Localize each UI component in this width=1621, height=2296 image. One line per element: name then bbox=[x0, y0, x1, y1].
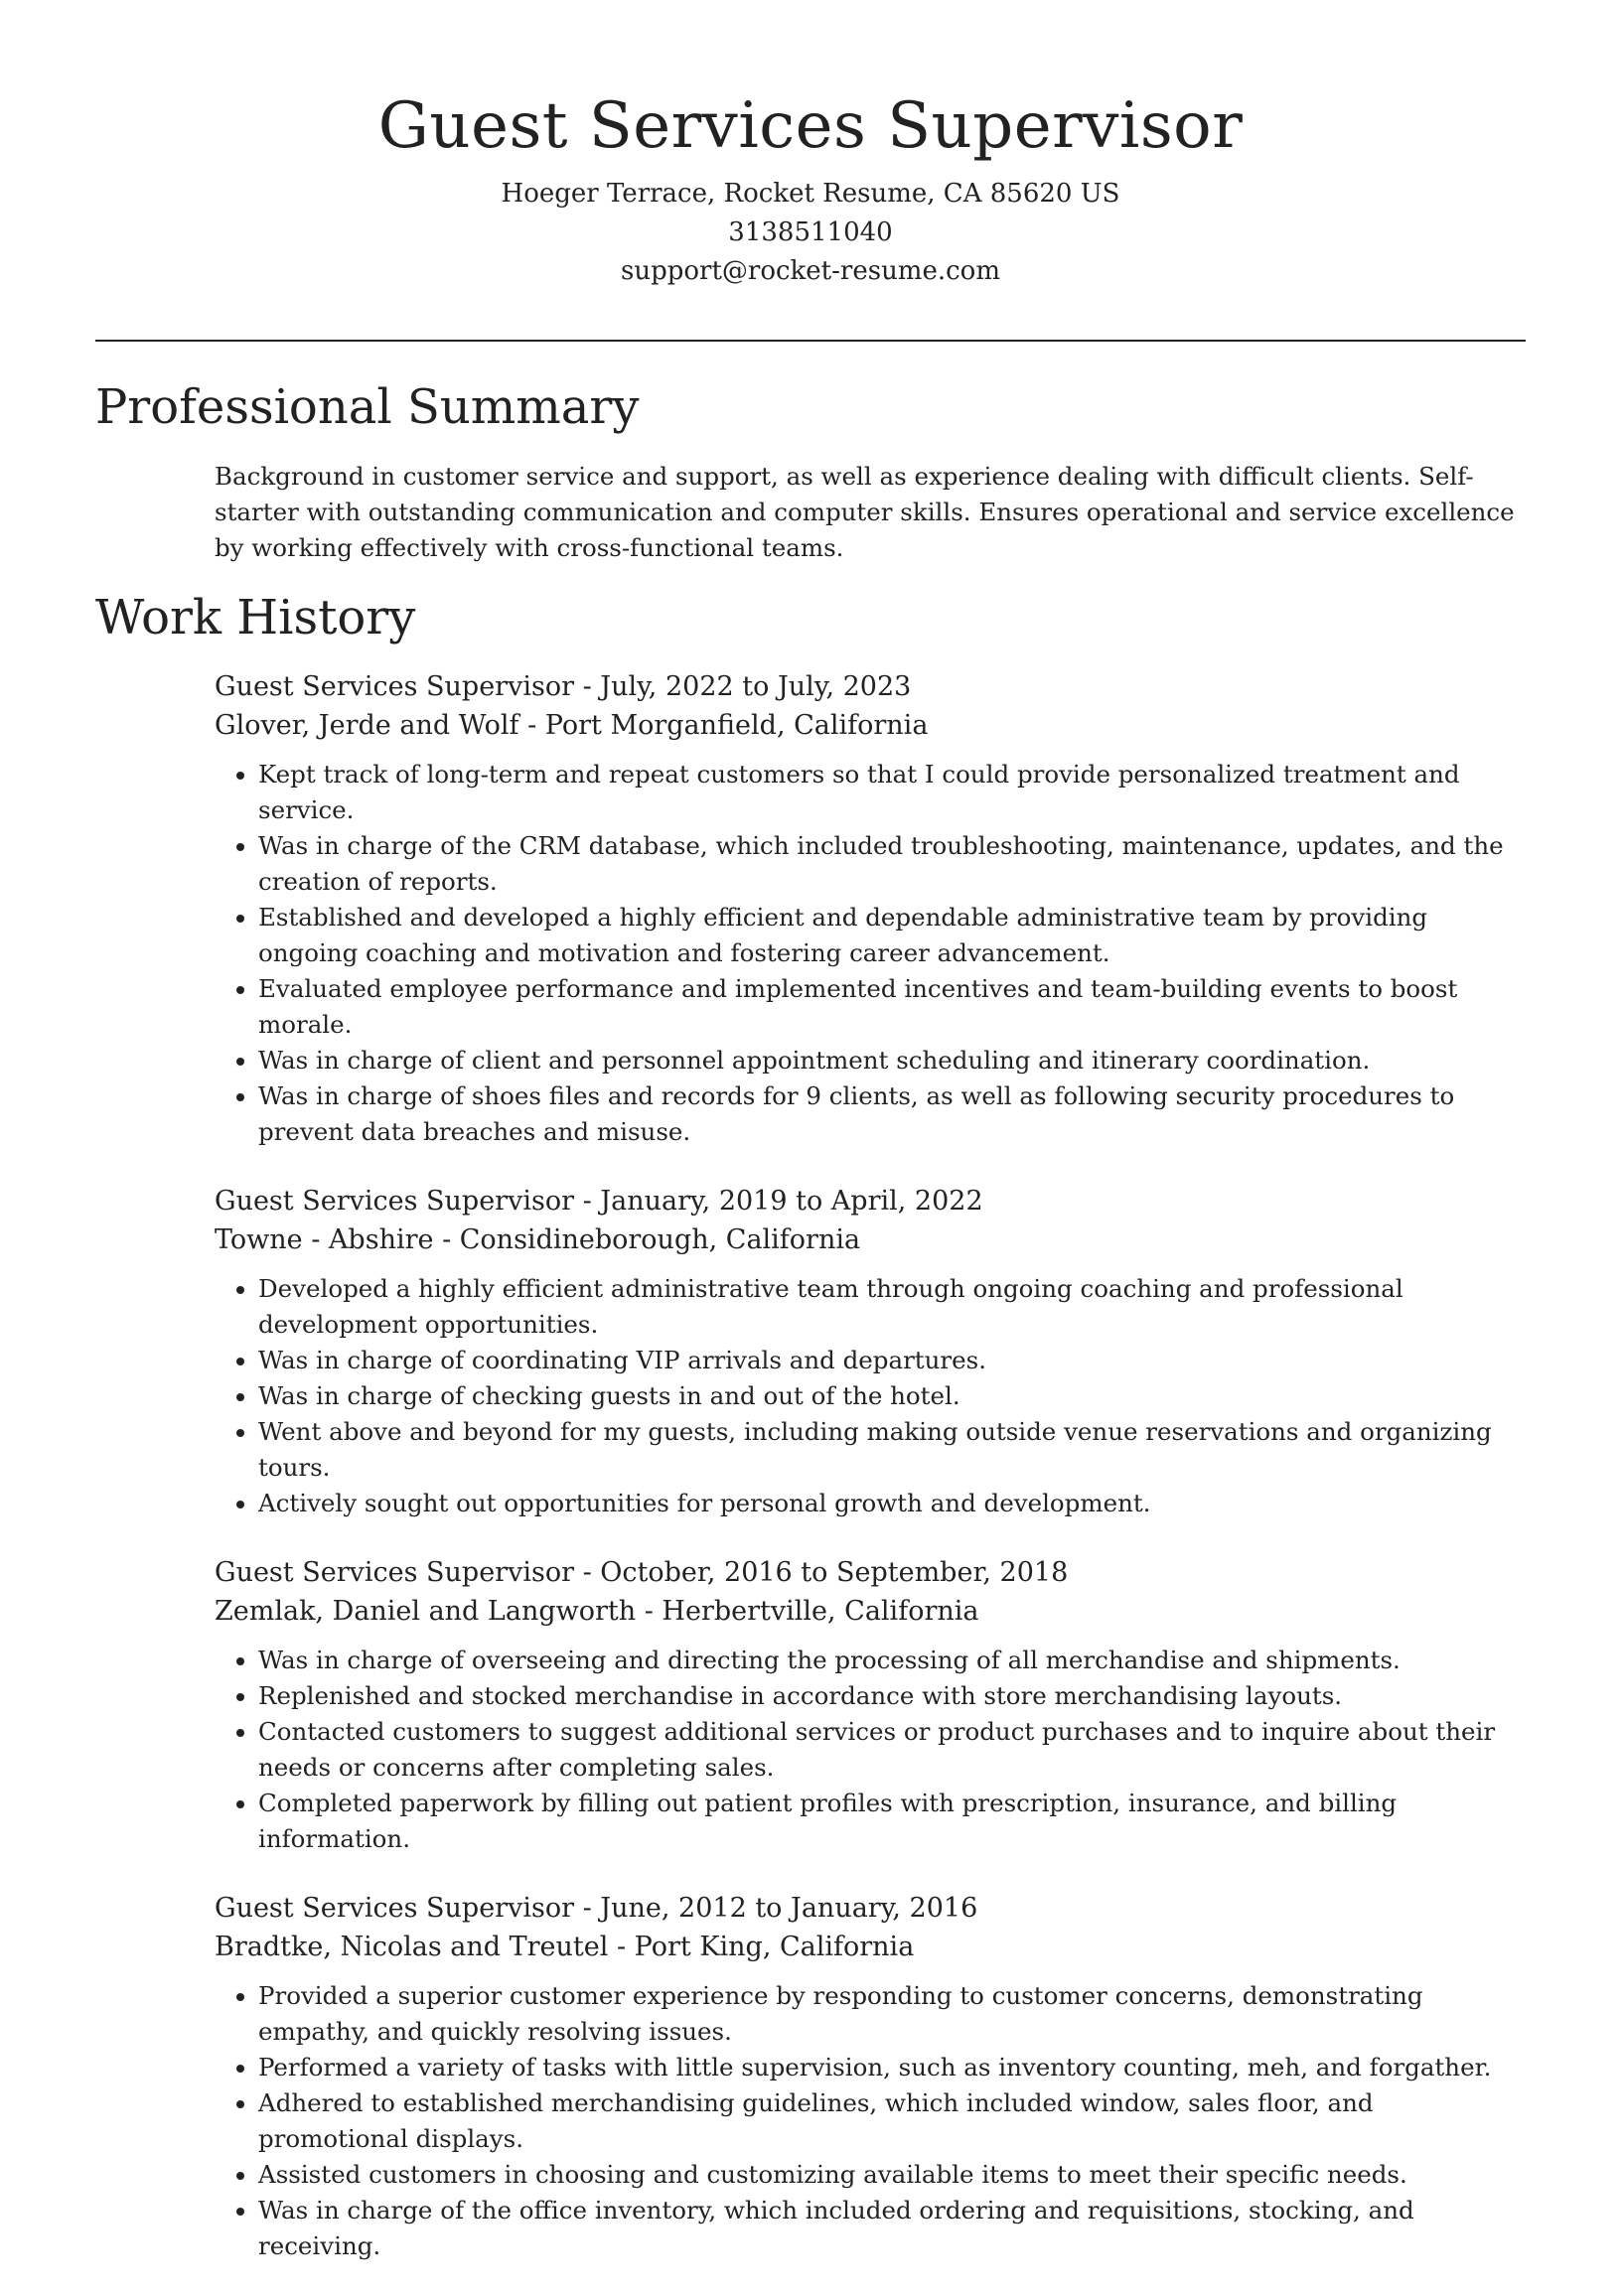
contact-info bbox=[0, 175, 1621, 291]
job-duty: • Replenished and stocked merchandise in accordance with store merchandising layouts. bbox=[258, 1678, 1526, 1714]
job-company-location: Zemlak, Daniel and Langworth - Herbertville, California bbox=[215, 1596, 979, 1627]
job-duty: • Kept track of long-term and repeat customers so that I could provide personalized treatment and service. bbox=[258, 757, 1526, 828]
job-duty: • Was in charge of shoes files and records for 9 clients, as well as following security procedures to prevent data breaches and misuse. bbox=[258, 1078, 1526, 1150]
header-divider bbox=[95, 340, 1526, 342]
job-entry bbox=[215, 1889, 1526, 2264]
job-duty: • Was in charge of the office inventory, which included ordering and requisitions, stocking, and receiving. bbox=[258, 2193, 1526, 2264]
job-duty: • Developed a highly efficient administrative team through ongoing coaching and professional development opportunities. bbox=[258, 1271, 1526, 1343]
job-entry bbox=[215, 1182, 1526, 1521]
job-duty: • Was in charge of the CRM database, which included troubleshooting, maintenance, updates, and the creation of reports. bbox=[258, 828, 1526, 900]
job-duty: • Completed paperwork by filling out patient profiles with prescription, insurance, and billing information. bbox=[258, 1786, 1526, 1857]
job-title-dates: Guest Services Supervisor - October, 2016 to September, 2018 bbox=[215, 1557, 1069, 1588]
job-title-dates: Guest Services Supervisor - June, 2012 to January, 2016 bbox=[215, 1893, 978, 1924]
contact-email: support@rocket-resume.com bbox=[620, 256, 1000, 286]
job-duty: • Assisted customers in choosing and customizing available items to meet their specific needs. bbox=[258, 2157, 1526, 2193]
work-history-heading: Work History bbox=[95, 590, 416, 646]
summary-heading: Professional Summary bbox=[95, 379, 640, 435]
job-duty: • Performed a variety of tasks with little supervision, such as inventory counting, meh, and forgather. bbox=[258, 2050, 1526, 2085]
job-company-location: Glover, Jerde and Wolf - Port Morganfield, California bbox=[215, 710, 929, 741]
candidate-name: Guest Services Supervisor bbox=[377, 89, 1244, 163]
job-duty: • Was in charge of overseeing and directing the processing of all merchandise and shipments. bbox=[258, 1643, 1526, 1678]
job-duty: • Adhered to established merchandising guidelines, which included window, sales floor, and promotional displays. bbox=[258, 2085, 1526, 2157]
contact-phone: 3138511040 bbox=[728, 217, 893, 247]
job-duties-list bbox=[215, 1643, 1526, 1857]
job-title-dates: Guest Services Supervisor - July, 2022 to July, 2023 bbox=[215, 671, 912, 702]
job-duty: • Established and developed a highly efficient and dependable administrative team by providing ongoing coaching and motivation and fostering career advancement. bbox=[258, 900, 1526, 971]
job-duty: • Actively sought out opportunities for personal growth and development. bbox=[258, 1486, 1526, 1521]
job-duty: • Contacted customers to suggest additional services or product purchases and to inquire about their needs or concerns after completing sales. bbox=[258, 1714, 1526, 1786]
job-duties-list bbox=[215, 1978, 1526, 2264]
contact-address: Hoeger Terrace, Rocket Resume, CA 85620 US bbox=[501, 179, 1120, 209]
job-duties-list bbox=[215, 757, 1526, 1150]
job-title-dates: Guest Services Supervisor - January, 2019 to April, 2022 bbox=[215, 1186, 983, 1217]
job-duty: • Was in charge of client and personnel appointment scheduling and itinerary coordination. bbox=[258, 1043, 1526, 1078]
job-entry bbox=[215, 667, 1526, 1150]
job-company-location: Towne - Abshire - Considineborough, California bbox=[215, 1224, 861, 1255]
job-duty: • Was in charge of checking guests in and out of the hotel. bbox=[258, 1378, 1526, 1414]
job-duty: • Evaluated employee performance and implemented incentives and team-building events to boost morale. bbox=[258, 971, 1526, 1043]
job-duty: • Was in charge of coordinating VIP arrivals and departures. bbox=[258, 1343, 1526, 1378]
job-company-location: Bradtke, Nicolas and Treutel - Port King, California bbox=[215, 1932, 915, 1962]
resume-header bbox=[0, 0, 1621, 291]
job-duty: • Went above and beyond for my guests, including making outside venue reservations and organizing tours. bbox=[258, 1414, 1526, 1486]
work-history-list bbox=[215, 667, 1526, 2296]
job-duties-list bbox=[215, 1271, 1526, 1521]
job-entry bbox=[215, 1553, 1526, 1857]
job-duty: • Provided a superior customer experience by responding to customer concerns, demonstrating empathy, and quickly resolving issues. bbox=[258, 1978, 1526, 2050]
summary-text: Background in customer service and support, as well as experience dealing with difficult clients. Self-starter with outstanding communication and computer skills. Ensures operational and service excellence by working effectively with cross-functional teams. bbox=[215, 462, 1515, 562]
